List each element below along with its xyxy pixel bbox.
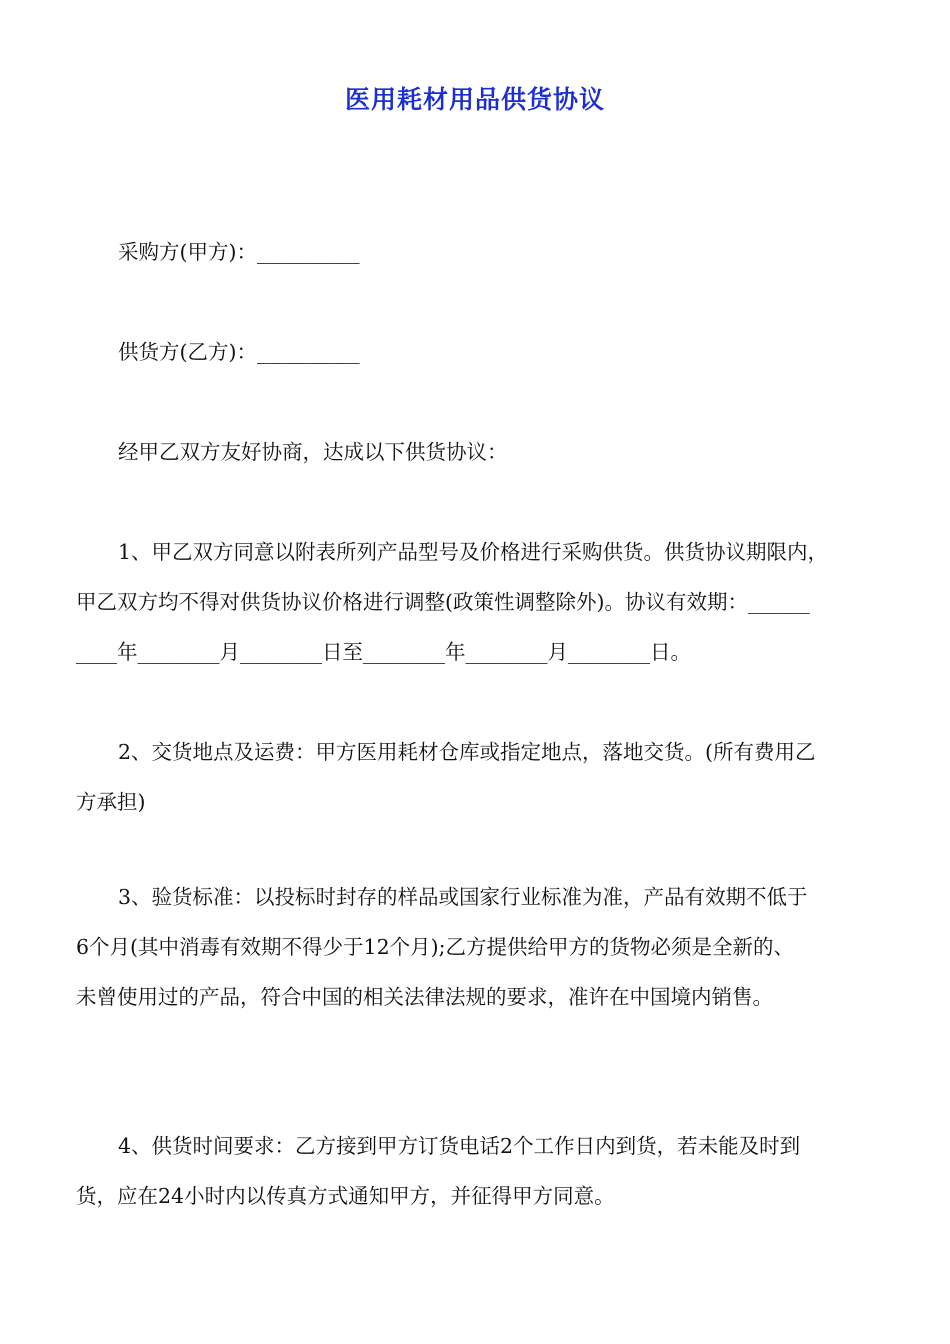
buyer-line: 采购方(甲方)：__________ [118,240,360,264]
clause-1-line-2: 甲乙双方均不得对供货协议价格进行调整(政策性调整除外)。协议有效期：______ [76,590,810,614]
clause-1-line-3: ____年________月________日至________年________月________日。 [76,640,691,664]
clause-4-line-1: 4、供货时间要求：乙方接到甲方订货电话2个工作日内到货，若未能及时到 [118,1134,801,1158]
intro-paragraph: 经甲乙双方友好协商，达成以下供货协议： [118,440,508,464]
clause-3-line-3: 未曾使用过的产品，符合中国的相关法律法规的要求，准许在中国境内销售。 [76,985,773,1009]
supplier-line: 供货方(乙方)：__________ [118,340,360,364]
clause-3-line-1: 3、验货标准：以投标时封存的样品或国家行业标准为准，产品有效期不低于 [118,885,808,909]
clause-4-line-2: 货，应在24小时内以传真方式通知甲方，并征得甲方同意。 [76,1184,615,1208]
clause-2-line-1: 2、交货地点及运费：甲方医用耗材仓库或指定地点，落地交货。(所有费用乙 [118,740,816,764]
clause-2-line-2: 方承担) [76,790,146,814]
clause-3-line-2: 6个月(其中消毒有效期不得少于12个月);乙方提供给甲方的货物必须是全新的、 [76,935,795,959]
clause-1-line-1: 1、甲乙双方同意以附表所列产品型号及价格进行采购供货。供货协议期限内， [118,540,829,564]
document-title: 医用耗材用品供货协议 [344,85,605,114]
